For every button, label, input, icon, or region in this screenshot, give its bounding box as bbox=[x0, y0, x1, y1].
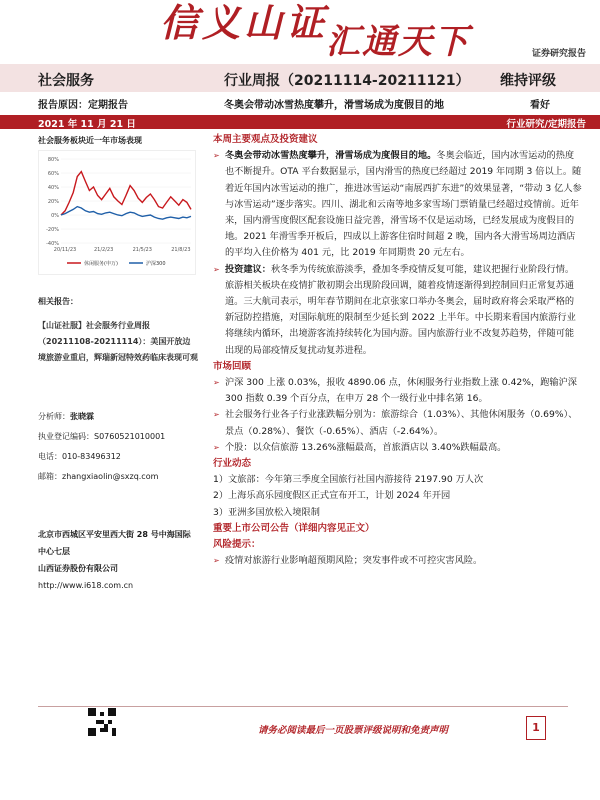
legend-label: 休闲服务(申万) bbox=[84, 261, 118, 267]
section-title-views: 本周主要观点及投资建议 bbox=[213, 134, 318, 145]
section-title-announcements[interactable]: 重要上市公司公告（详细内容见正文） bbox=[213, 522, 375, 534]
company-name: 山西证券股份有限公司 bbox=[38, 564, 118, 573]
address: 北京市西城区平安里西大街 28 号中海国际中心七层 bbox=[38, 530, 191, 556]
analyst-info bbox=[38, 410, 198, 490]
report-reason: 报告原因：定期报告 bbox=[38, 100, 128, 111]
industry-name: 社会服务 bbox=[38, 73, 94, 89]
y-tick-label: 40% bbox=[47, 185, 59, 191]
market-3-text: 个股：以众信旅游 13.26%涨幅最高，首旅酒店以 3.40%跌幅最高。 bbox=[225, 441, 507, 453]
related-report[interactable]: 【山证社服】社会服务行业周报（20211108-20211114）：美国开放边境旅游业重启，辉瑞新冠特效药临床表现可观 bbox=[38, 321, 198, 362]
paragraph-1 bbox=[213, 148, 583, 261]
y-tick-label: 60% bbox=[47, 171, 59, 177]
date-bar bbox=[0, 115, 600, 129]
arrow-bullet-icon: ➢ bbox=[213, 442, 220, 452]
phone: 电话：010-83496312 bbox=[38, 452, 121, 461]
qr-code-icon bbox=[88, 708, 116, 736]
page-number: 1 bbox=[526, 716, 546, 740]
cert-number: 执业登记编码：S0760521010001 bbox=[38, 432, 166, 441]
news-3: 3）亚洲多国放松入境限制 bbox=[213, 506, 320, 518]
email[interactable]: 邮箱：zhangxiaolin@sxzq.com bbox=[38, 472, 159, 481]
arrow-bullet-icon: ➢ bbox=[213, 264, 220, 274]
logo-text-1: 信义山证 bbox=[160, 0, 329, 45]
news-2: 2）上海乐高乐园度假区正式宣布开工，计划 2024 年开园 bbox=[213, 490, 451, 502]
y-tick-label: -20% bbox=[46, 227, 59, 233]
report-date: 2021 年 11 月 21 日 bbox=[38, 119, 136, 130]
x-tick-label: 21/8/23 bbox=[171, 247, 191, 253]
arrow-bullet-icon: ➢ bbox=[213, 556, 220, 566]
logo-text-2: 汇通天下 bbox=[326, 22, 470, 62]
chart-title: 社会服务板块近一年市场表现 bbox=[38, 136, 142, 145]
arrow-bullet-icon: ➢ bbox=[213, 410, 220, 420]
series-line-1 bbox=[61, 172, 191, 215]
y-tick-label: 20% bbox=[47, 199, 59, 205]
market-1 bbox=[213, 375, 583, 407]
market-2 bbox=[213, 407, 583, 439]
x-tick-label: 21/5/23 bbox=[132, 247, 152, 253]
risk-1 bbox=[213, 553, 583, 569]
disclaimer-note: 请务必阅读最后一页股票评级说明和免责声明 bbox=[258, 725, 449, 736]
p1-text: 冬奥会临近，国内冰雪运动的热度也不断提升。OTA 平台数据显示，国内滑雪的热度已经超过 2019 年同期 3 倍以上。随着近年国内冰雪运动的推广，推进冰雪运动“南展西扩东进”的效果显著，“带动 3 亿人参与冰雪运动”逐步落实。四川、湖北和云南等地多家雪场门票销量已经超过疫情前。近年来，国内滑雪度假区配套设施日益完善，滑雪场不仅是运动场，已经发展成为度假目的地。2021 年滑雪季开板后，四成以上游客住宿时间超 2 晚，国内各大滑雪场周边酒店的平均入住价格为 401 元，比 2019 年同期贵 20 元左右。 bbox=[225, 150, 582, 259]
p2-bold: 投资建议： bbox=[225, 263, 271, 275]
section-title-news: 行业动态 bbox=[213, 458, 252, 470]
y-tick-label: 80% bbox=[47, 157, 59, 163]
footer-divider bbox=[38, 706, 568, 707]
website[interactable]: http://www.i618.com.cn bbox=[38, 581, 134, 590]
dept-label: 证券研究报告 bbox=[531, 49, 586, 59]
news-1: 1）文旅部：今年第三季度全国旅行社国内游接待 2197.90 万人次 bbox=[213, 474, 484, 486]
p2-text: 秋冬季为传统旅游淡季，叠加冬季疫情反复可能，建议把握行业阶段行情。旅游相关板块在疫情扩散初期会出现阶段回调，随着疫情逐渐得到控制回归正常复苏通道。三大航司表示，明年春节期间在北京张家口举办冬奥会，届时政府将会采取严格的新冠防控措施，对国际航班的限制至少延长到 2022 上半年。中长期来看国内旅游行业将继续内循环，出境游客流持续转化为国内游。国内旅游行业不改复苏趋势，伴随可能出现的局部疫情反复扰动复苏进程。 bbox=[225, 263, 576, 356]
p1-bold: 冬奥会带动冰雪热度攀升，滑雪场成为度假目的地。 bbox=[225, 150, 437, 162]
logo bbox=[150, 0, 470, 62]
series-line-2 bbox=[61, 207, 191, 220]
outlook: 看好 bbox=[530, 100, 550, 111]
market-2-text: 社会服务行业各子行业涨跌幅分别为：旅游综合（1.03%）、其他休闲服务（0.69%）、景点（0.28%）、餐饮（-0.65%）、酒店（-2.64%）。 bbox=[225, 409, 578, 437]
address-block bbox=[38, 526, 198, 594]
section-title-market: 市场回顾 bbox=[213, 360, 252, 372]
x-tick-label: 20/11/23 bbox=[53, 247, 77, 253]
risk-1-text: 疫情对旅游行业影响超预期风险；突发事件或不可控灾害风险。 bbox=[225, 555, 483, 567]
analyst-name: 张晓霖 bbox=[70, 412, 94, 421]
y-tick-label: -40% bbox=[46, 241, 59, 247]
arrow-bullet-icon: ➢ bbox=[213, 151, 220, 161]
related-label: 相关报告： bbox=[38, 297, 78, 306]
market-3 bbox=[213, 440, 583, 456]
report-category: 行业研究/定期报告 bbox=[506, 119, 586, 130]
market-1-text: 沪深 300 上涨 0.03%，报收 4890.06 点，休闲服务行业指数上涨 0.42%，跑输沪深 300 指数 0.39 个百分点，在申万 28 个一级行业中排名第 16。 bbox=[225, 377, 577, 405]
legend-label: 沪深300 bbox=[146, 261, 166, 267]
chart bbox=[38, 150, 196, 275]
chart-svg bbox=[39, 151, 197, 276]
report-type: 行业周报（20211114-20211121） bbox=[224, 73, 470, 89]
paragraph-2 bbox=[213, 262, 583, 359]
arrow-bullet-icon: ➢ bbox=[213, 378, 220, 388]
y-tick-label: 0% bbox=[51, 213, 59, 219]
x-tick-label: 21/2/23 bbox=[93, 247, 114, 253]
main-content bbox=[213, 132, 583, 569]
section-title-risk: 风险提示： bbox=[213, 539, 261, 551]
rating: 维持评级 bbox=[500, 73, 556, 89]
analyst-label: 分析师： bbox=[38, 412, 70, 421]
headline: 冬奥会带动冰雪热度攀升，滑雪场成为度假目的地 bbox=[224, 100, 444, 111]
